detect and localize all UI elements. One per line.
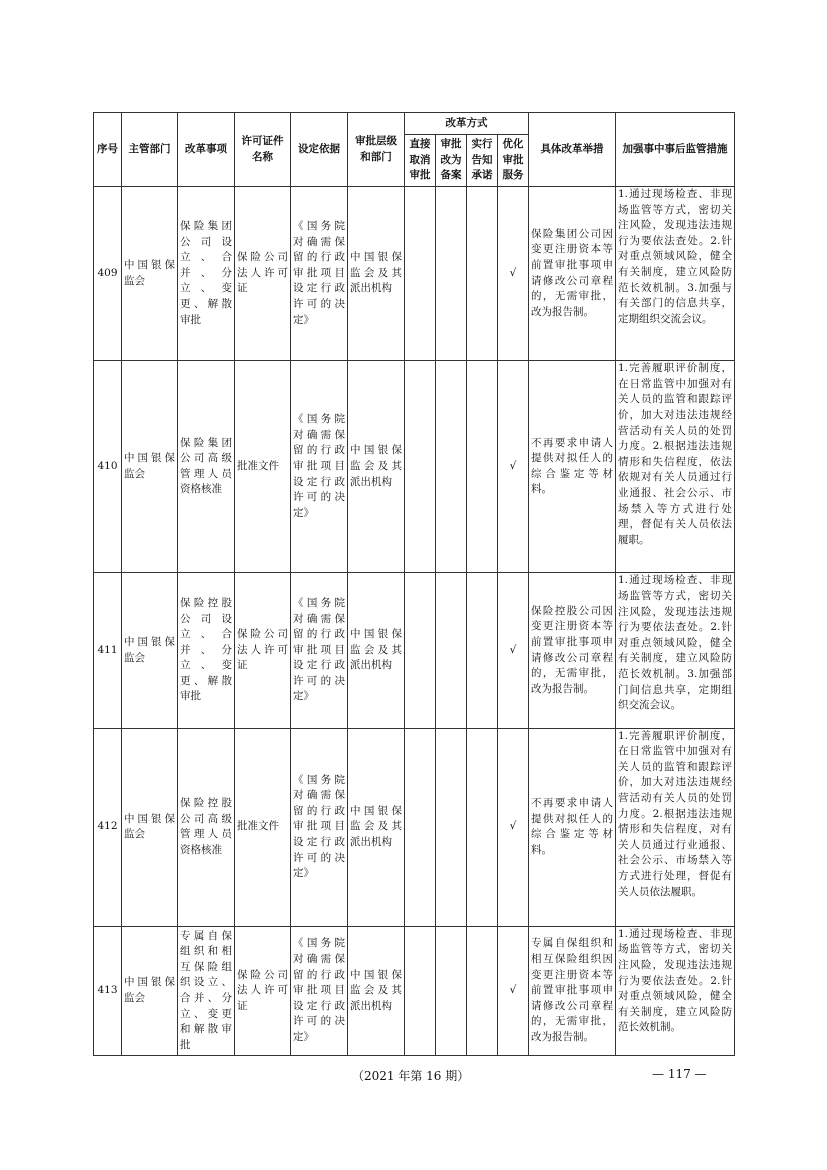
- row-basis: 《国务院对确需保留的行政审批项目设定行政许可的决定》: [291, 187, 348, 361]
- header-item: 改革事项: [178, 113, 235, 187]
- row-mode-direct-cancel: [405, 926, 436, 1055]
- row-level: 中国银保监会及其派出机构: [348, 926, 405, 1055]
- row-mode-to-filing: [436, 361, 467, 573]
- row-supervision: 1.通过现场检查、非现场监管等方式，密切关注风险，发现违法违规行为要依法查处。2.针对重点领域风险，健全有关制度，建立风险防范长效机制。3.加强部门间信息共享，定期组织交流会议。: [616, 573, 735, 728]
- row-no: 409: [94, 187, 122, 361]
- row-mode-notify-promise: [467, 187, 498, 361]
- page-number: — 117 —: [652, 1067, 707, 1081]
- row-supervision: 1.通过现场检查、非现场监管等方式，密切关注风险，发现违法违规行为要依法查处。2.针对重点领域风险，健全有关制度，建立风险防范长效机制。3.加强与有关部门的信息共享，定期组织交流会议。: [616, 187, 735, 361]
- row-department: 中国银保监会: [122, 728, 178, 926]
- row-mode-direct-cancel: [405, 728, 436, 926]
- row-level: 中国银保监会及其派出机构: [348, 187, 405, 361]
- row-department: 中国银保监会: [122, 926, 178, 1055]
- row-department: 中国银保监会: [122, 187, 178, 361]
- header-mode-to-filing: 审批改为备案: [436, 135, 467, 187]
- reform-table: [93, 112, 735, 1056]
- row-mode-to-filing: [436, 187, 467, 361]
- row-mode-direct-cancel: [405, 187, 436, 361]
- row-supervision: 1.通过现场检查、非现场监管等方式，密切关注风险，发现违法违规行为要依法查处。2.针对重点领域风险，健全有关制度，建立风险防范长效机制。: [616, 926, 735, 1055]
- row-mode-to-filing: [436, 926, 467, 1055]
- header-department: 主管部门: [122, 113, 178, 187]
- row-measures: 不再要求申请人提供对拟任人的综合鉴定等材料。: [529, 728, 616, 926]
- row-basis: 《国务院对确需保留的行政审批项目设定行政许可的决定》: [291, 926, 348, 1055]
- table-row: [94, 926, 735, 1055]
- row-mode-optimize-check: √: [498, 728, 529, 926]
- issue-label: （2021 年第 16 期）: [352, 1069, 470, 1083]
- row-mode-direct-cancel: [405, 573, 436, 728]
- row-no: 410: [94, 361, 122, 573]
- row-item: 保险控股公司高级管理人员资格核准: [178, 728, 235, 926]
- row-level: 中国银保监会及其派出机构: [348, 728, 405, 926]
- header-basis: 设定依据: [291, 113, 348, 187]
- row-level: 中国银保监会及其派出机构: [348, 573, 405, 728]
- header-level: 审批层级和部门: [348, 113, 405, 187]
- table-row: [94, 187, 735, 361]
- header-mode-direct-cancel: 直接取消审批: [405, 135, 436, 187]
- row-supervision: 1.完善履职评价制度，在日常监管中加强对有关人员的监管和跟踪评价，加大对违法违规经营活动有关人员的处罚力度。2.根据违法违规情形和失信程度，依法依规对有关人员通过行业通报、社会公示、市场禁入等方式进行处理，督促有关人员依法履职。: [616, 361, 735, 573]
- row-measures: 保险集团公司因变更注册资本等前置审批事项申请修改公司章程的，无需审批，改为报告制。: [529, 187, 616, 361]
- row-license: 保险公司法人许可证: [235, 926, 291, 1055]
- table-row: [94, 361, 735, 573]
- row-department: 中国银保监会: [122, 573, 178, 728]
- row-mode-optimize-check: √: [498, 187, 529, 361]
- row-mode-to-filing: [436, 728, 467, 926]
- row-item: 保险集团公司高级管理人员资格核准: [178, 361, 235, 573]
- row-mode-notify-promise: [467, 926, 498, 1055]
- header-no: 序号: [94, 113, 122, 187]
- row-item: 保险集团公司设立、合并、分立、变更、解散审批: [178, 187, 235, 361]
- row-mode-to-filing: [436, 573, 467, 728]
- row-supervision: 1.完善履职评价制度，在日常监管中加强对有关人员的监管和跟踪评价，加大对违法违规经营活动有关人员的处罚力度。2.根据违法违规情形和失信程度，对有关人员通过行业通报、社会公示、市场禁入等方式进行处理，督促有关人员依法履职。: [616, 728, 735, 926]
- row-basis: 《国务院对确需保留的行政审批项目设定行政许可的决定》: [291, 573, 348, 728]
- row-mode-direct-cancel: [405, 361, 436, 573]
- row-basis: 《国务院对确需保留的行政审批项目设定行政许可的决定》: [291, 361, 348, 573]
- table-row: [94, 728, 735, 926]
- row-mode-notify-promise: [467, 361, 498, 573]
- row-department: 中国银保监会: [122, 361, 178, 573]
- row-mode-optimize-check: √: [498, 573, 529, 728]
- header-supervision: 加强事中事后监管措施: [616, 113, 735, 187]
- row-mode-notify-promise: [467, 573, 498, 728]
- row-mode-optimize-check: √: [498, 361, 529, 573]
- row-measures: 保险控股公司因变更注册资本等前置审批事项申请修改公司章程的，无需审批，改为报告制。: [529, 573, 616, 728]
- row-license: 批准文件: [235, 361, 291, 573]
- row-license: 保险公司法人许可证: [235, 187, 291, 361]
- row-item: 专属自保组织和相互保险组织设立、合并、分立、变更和解散审批: [178, 926, 235, 1055]
- header-mode-optimize: 优化审批服务: [498, 135, 529, 187]
- row-mode-notify-promise: [467, 728, 498, 926]
- row-license: 保险公司法人许可证: [235, 573, 291, 728]
- row-license: 批准文件: [235, 728, 291, 926]
- row-basis: 《国务院对确需保留的行政审批项目设定行政许可的决定》: [291, 728, 348, 926]
- row-no: 412: [94, 728, 122, 926]
- row-measures: 不再要求申请人提供对拟任人的综合鉴定等材料。: [529, 361, 616, 573]
- row-no: 413: [94, 926, 122, 1055]
- row-mode-optimize-check: √: [498, 926, 529, 1055]
- row-measures: 专属自保组织和相互保险组织因变更注册资本等前置审批事项申请修改公司章程的，无需审批，改为报告制。: [529, 926, 616, 1055]
- row-no: 411: [94, 573, 122, 728]
- header-mode-group: 改革方式: [405, 113, 529, 135]
- header-license: 许可证件名称: [235, 113, 291, 187]
- header-mode-notify-promise: 实行告知承诺: [467, 135, 498, 187]
- table-row: [94, 573, 735, 728]
- header-measures: 具体改革举措: [529, 113, 616, 187]
- row-item: 保险控股公司设立、合并、分立、变更、解散审批: [178, 573, 235, 728]
- row-level: 中国银保监会及其派出机构: [348, 361, 405, 573]
